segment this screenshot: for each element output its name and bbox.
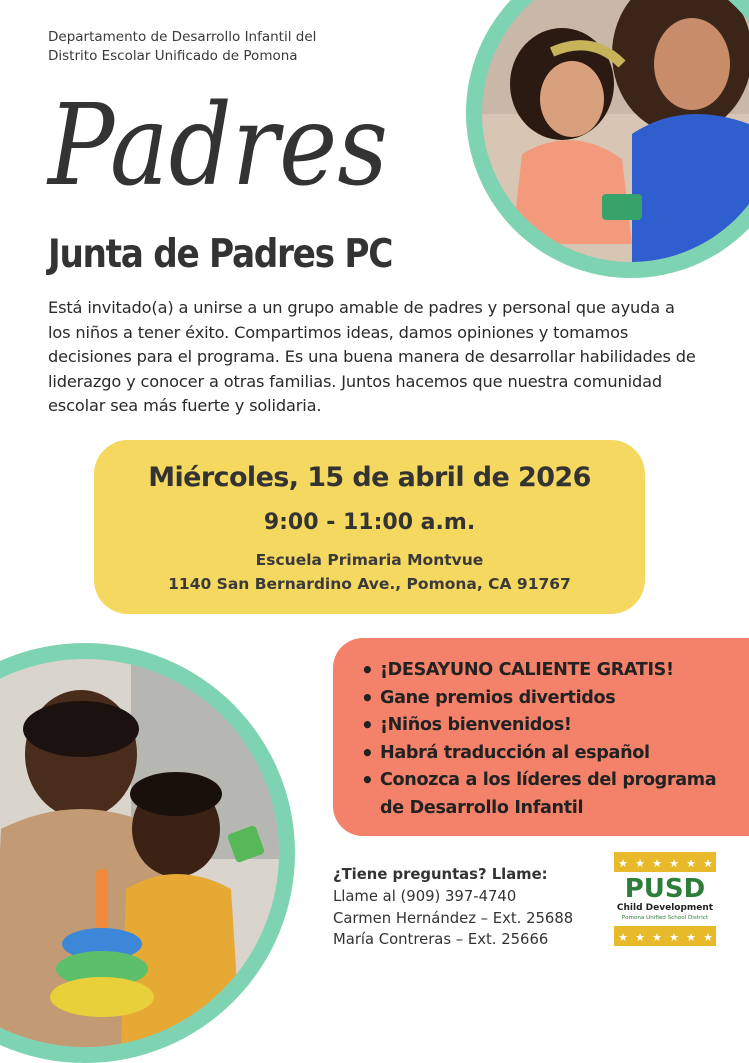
contact-info <box>333 864 603 951</box>
svg-text:★: ★ <box>669 857 679 870</box>
intro-paragraph: Está invitado(a) a unirse a un grupo amable de padres y personal que ayuda a los niños a tener éxito. Compartimos ideas, damos opiniones y tomamos decisiones para el programa. Es una buena manera de desarrollar habilidades de liderazgo y conocer a otras familias. Juntos hacemos que nuestra comunidad escolar sea más fuerte y solidaria. <box>48 298 696 416</box>
svg-text:★: ★ <box>635 857 645 870</box>
perk-item: • Habrá traducción al español <box>361 740 741 768</box>
perk-item: • ¡Niños bienvenidos! <box>361 712 741 740</box>
perk-item: • Gane premios divertidos <box>361 685 741 713</box>
event-details-box <box>94 440 645 614</box>
perk-item: • ¡DESAYUNO CALIENTE GRATIS! <box>361 657 741 685</box>
contact-heading: ¿Tiene preguntas? Llame: <box>333 866 548 883</box>
photo-father-daughter-image <box>0 659 279 1047</box>
svg-text:★: ★ <box>703 931 713 944</box>
svg-text:★: ★ <box>652 857 662 870</box>
photo-mother-daughter <box>466 0 749 278</box>
svg-text:★: ★ <box>618 857 628 870</box>
page-subtitle: Junta de Padres PC <box>48 232 393 277</box>
event-address: 1140 San Bernardino Ave., Pomona, CA 91767 <box>168 575 571 593</box>
svg-text:★: ★ <box>669 931 679 944</box>
svg-text:★: ★ <box>686 931 696 944</box>
contact-person-1: Carmen Hernández – Ext. 25688 <box>333 909 574 927</box>
event-time: 9:00 - 11:00 a.m. <box>263 510 476 535</box>
svg-text:★: ★ <box>686 857 696 870</box>
svg-text:★: ★ <box>703 857 713 870</box>
perks-list <box>361 657 741 822</box>
script-title <box>44 72 424 212</box>
perks-box <box>333 638 749 836</box>
department-line-2: Distrito Escolar Unificado de Pomona <box>48 48 298 64</box>
event-school: Escuela Primaria Montvue <box>255 551 484 569</box>
logo-line-1: Child Development <box>616 903 714 913</box>
contact-person-2: María Contreras – Ext. 25666 <box>333 931 549 949</box>
department-heading <box>48 28 378 66</box>
logo-wordmark: PUSD <box>624 874 706 904</box>
perk-item: • Conozca a los líderes del programa de Desarrollo Infantil <box>361 767 741 822</box>
photo-father-daughter <box>0 643 295 1063</box>
logo-line-2: Pomona Unified School District <box>621 915 709 921</box>
department-line-1: Departamento de Desarrollo Infantil del <box>48 29 317 45</box>
contact-phone: Llame al (909) 397-4740 <box>333 887 517 905</box>
svg-text:★: ★ <box>652 931 662 944</box>
pusd-logo <box>614 852 716 946</box>
svg-text:★: ★ <box>635 931 645 944</box>
event-date: Miércoles, 15 de abril de 2026 <box>148 462 591 493</box>
photo-mother-daughter-image <box>482 0 749 262</box>
svg-text:★: ★ <box>618 931 628 944</box>
script-title-text: Padres <box>46 81 388 211</box>
